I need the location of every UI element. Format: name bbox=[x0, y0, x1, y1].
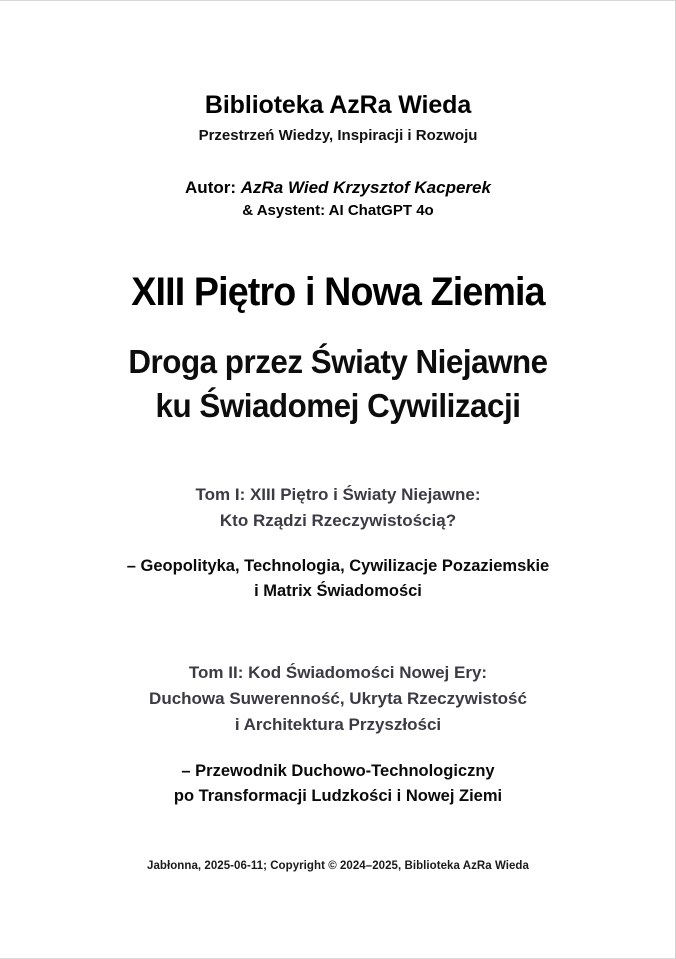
author-block bbox=[0, 177, 676, 222]
brand-title: Biblioteka AzRa Wieda bbox=[204, 91, 472, 119]
assistant-line: & Asystent: AI ChatGPT 4o bbox=[242, 202, 434, 220]
volume-one-subtitle-line-1: – Geopolityka, Technologia, Cywilizacje Pozaziemskie bbox=[126, 557, 550, 576]
volume-two-subtitle-line-1: – Przewodnik Duchowo-Technologiczny bbox=[181, 761, 495, 780]
page-subtitle-line-2: ku Świadomej Cywilizacji bbox=[155, 387, 521, 425]
page-subtitle bbox=[17, 340, 659, 427]
title-page-content bbox=[0, 1, 676, 872]
volume-one-heading-line-1: Tom I: XIII Piętro i Światy Niejawne: bbox=[195, 484, 481, 504]
volume-one-heading-line-2: Kto Rządzi Rzeczywistością? bbox=[219, 510, 457, 530]
volume-two-heading bbox=[0, 660, 676, 739]
volume-two-block bbox=[0, 660, 676, 809]
author-label: Autor: bbox=[185, 177, 237, 197]
volume-two-subtitle bbox=[0, 759, 676, 809]
brand-tagline: Przestrzeń Wiedzy, Inspiracji i Rozwoju bbox=[198, 126, 478, 144]
author-name: AzRa Wied Krzysztof Kacperek bbox=[240, 177, 491, 197]
volume-one-heading bbox=[0, 482, 676, 535]
masthead bbox=[0, 91, 676, 145]
volume-one-subtitle bbox=[0, 554, 676, 604]
volume-two-heading-line-2: Duchowa Suwerenność, Ukryta Rzeczywistość bbox=[149, 689, 527, 709]
copyright-footer: Jabłonna, 2025-06-11; Copyright © 2024–2025, Biblioteka AzRa Wieda bbox=[147, 860, 529, 873]
volume-one-subtitle-line-2: i Matrix Świadomości bbox=[254, 582, 422, 601]
volume-two-heading-line-3: i Architektura Przyszłości bbox=[234, 715, 442, 735]
volume-two-subtitle-line-2: po Transformacji Ludzkości i Nowej Ziemi bbox=[173, 786, 503, 805]
page-subtitle-line-1: Droga przez Światy Niejawne bbox=[128, 343, 548, 381]
page-title: XIII Piętro i Nowa Ziemia bbox=[131, 269, 545, 314]
volume-two-heading-line-1: Tom II: Kod Świadomości Nowej Ery: bbox=[188, 662, 488, 682]
author-line bbox=[0, 177, 676, 200]
volume-one-block bbox=[0, 482, 676, 604]
